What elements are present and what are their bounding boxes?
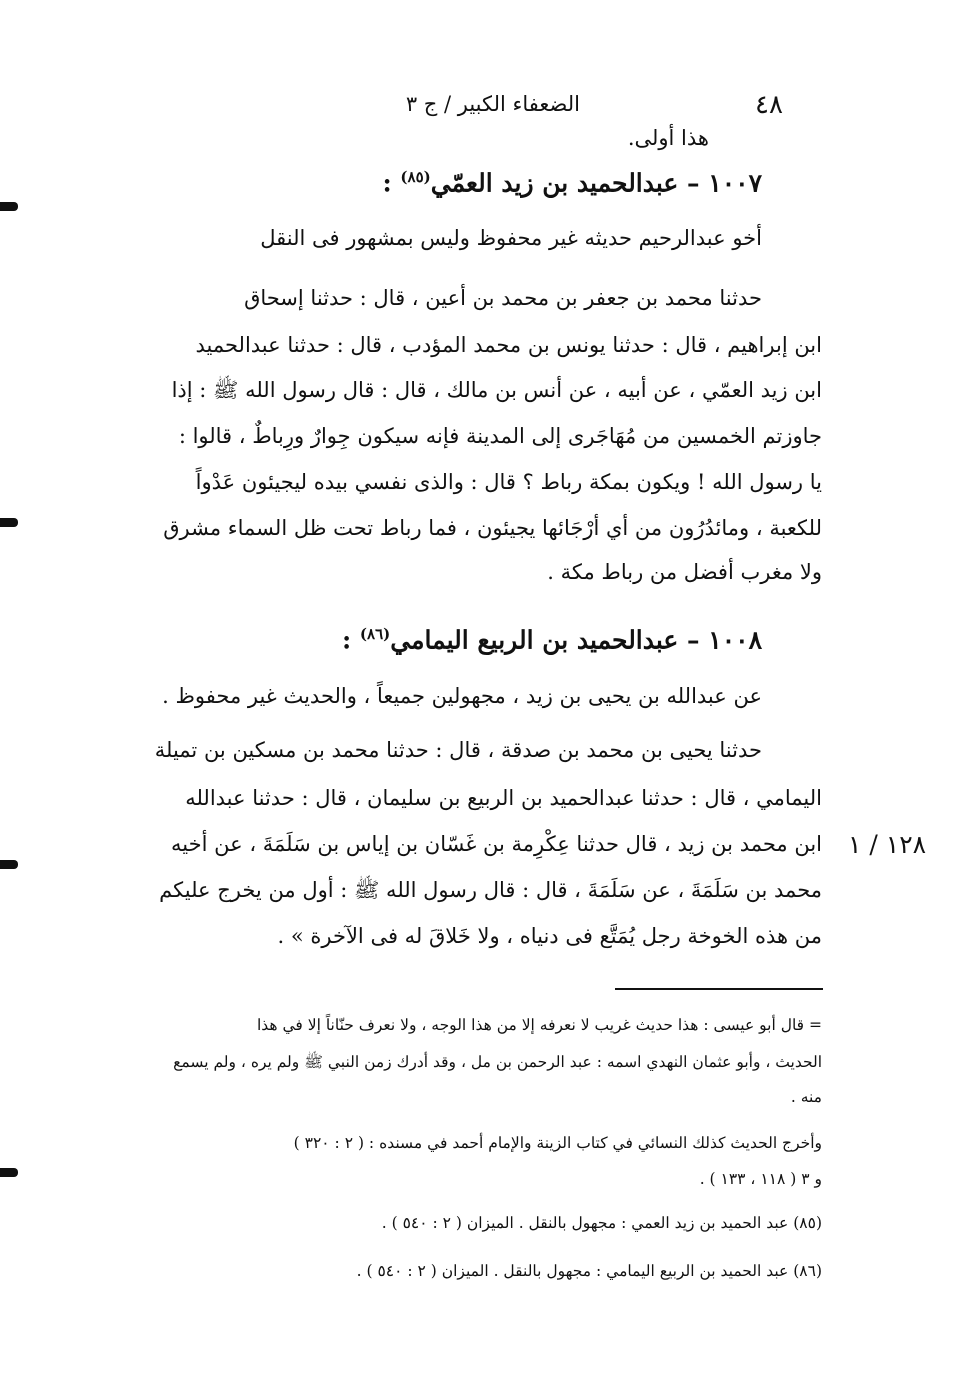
entry-heading-1007 bbox=[162, 168, 762, 197]
footnote-86: (٨٦) عبد الحميد بن الربيع اليمامي : مجهول بالنقل . الميزان ( ٢ : ٥٤٠ ) . bbox=[356, 1262, 822, 1280]
text-line: ابن محمد بن زيد ، قال حدثنا عِكْرِمة بن غَسّان بن إياس بن سَلَمَةَ ، عن أخيه bbox=[171, 832, 822, 856]
entry-number: ١٠٠٨ bbox=[708, 625, 762, 655]
entry-colon: : bbox=[341, 625, 352, 655]
footnote-ref: (٨٥) bbox=[400, 168, 431, 186]
footnote-line: و ٣ ( ١١٨ ، ١٣٣ ) . bbox=[699, 1170, 822, 1188]
entry-heading-1008 bbox=[162, 625, 762, 654]
footnote-line: = قال أبو عيسى : هذا حديث غريب لا نعرفه إلا من هذا الوجه ، ولا نعرف حنّاناً إلا في هذا bbox=[256, 1016, 822, 1034]
dash: – bbox=[678, 625, 700, 655]
text-line: للكعبة ، ومائدُرُون من أي أرْجَائها يجيئون ، فما رباط تحت ظل السماء مشرق bbox=[163, 516, 822, 540]
text-line: حدثنا يحيى بن محمد بن صدقة ، قال : حدثنا محمد بن مسكين بن تميلة bbox=[154, 738, 762, 762]
entry-summary: عن عبدالله بن يحيى بن زيد ، مجهولين جميعاً ، والحديث غير محفوظ . bbox=[162, 684, 762, 708]
entry-name: عبدالحميد بن الربيع اليمامي bbox=[390, 625, 679, 655]
text-line: اليمامي ، قال : حدثنا عبدالحميد بن الربيع بن سليمان ، قال : حدثنا عبدالله bbox=[185, 786, 822, 810]
dash: – bbox=[678, 168, 700, 198]
text-line: ابن إبراهيم ، قال : حدثنا يونس بن محمد المؤدب ، قال : حدثنا عبدالحميد bbox=[195, 333, 822, 357]
binding-mark bbox=[0, 202, 18, 211]
page-number: ٤٨ bbox=[755, 90, 783, 120]
footnote-85: (٨٥) عبد الحميد بن زيد العمي : مجهول بالنقل . الميزان ( ٢ : ٥٤٠ ) . bbox=[381, 1214, 822, 1232]
binding-mark bbox=[0, 518, 18, 527]
text-line: حدثنا محمد بن جعفر بن محمد بن أعين ، قال : حدثنا إسحاق bbox=[244, 286, 762, 310]
text-line: يا رسول الله ! ويكون بمكة رباط ؟ قال : والذى نفسي بيده ليجيئون عَدْواً bbox=[195, 470, 822, 494]
margin-folio-reference: ١٢٨ / ١ bbox=[848, 830, 927, 859]
text-line: ولا مغرب أفضل من رباط مكة . bbox=[547, 560, 822, 584]
entry-colon: : bbox=[382, 168, 392, 198]
footnote-line: الحديث ، وأبو عثمان النهدي اسمه : عبد الرحمن بن مل ، وقد أدرك زمن النبي ﷺ ولم يره ، ولم يسمع bbox=[173, 1053, 822, 1071]
binding-mark bbox=[0, 860, 18, 869]
footnote-line: منه . bbox=[790, 1088, 822, 1106]
text-line: جاوزتم الخمسين من مُهَاجَرى إلى المدينة فإنه سيكون جِوارٌ ورِباطٌ ، قالوا : bbox=[178, 424, 822, 448]
text-line: من هذه الخوخة رجل يُمَتَّع فى دنياه ، ولا خَلاقَ له فى الآخرة » . bbox=[277, 924, 822, 948]
intro-line: هذا أولى. bbox=[627, 126, 709, 150]
entry-name: عبدالحميد بن زيد العمّي bbox=[430, 168, 679, 198]
running-title: الضعفاء الكبير / ج ٣ bbox=[405, 92, 580, 116]
text-line: ابن زيد العمّي ، عن أبيه ، عن أنس بن مالك ، قال : قال رسول الله ﷺ : إذا bbox=[171, 378, 822, 402]
text-line: محمد بن سَلَمَةَ ، عن سَلَمَةَ ، قال : قال رسول الله ﷺ : أول من يخرج عليكم bbox=[159, 878, 822, 902]
footnote-ref: (٨٦) bbox=[359, 625, 391, 643]
footnote-line: وأخرج الحديث كذلك النسائي في كتاب الزينة والإمام أحمد في مسنده : ( ٢ : ٣٢٠ ) bbox=[293, 1134, 822, 1152]
footnote-divider bbox=[615, 988, 823, 990]
binding-mark bbox=[0, 1168, 18, 1177]
entry-number: ١٠٠٧ bbox=[708, 168, 762, 198]
entry-summary: أخو عبدالرحيم حديثه غير محفوظ وليس بمشهور فى النقل bbox=[260, 226, 762, 250]
